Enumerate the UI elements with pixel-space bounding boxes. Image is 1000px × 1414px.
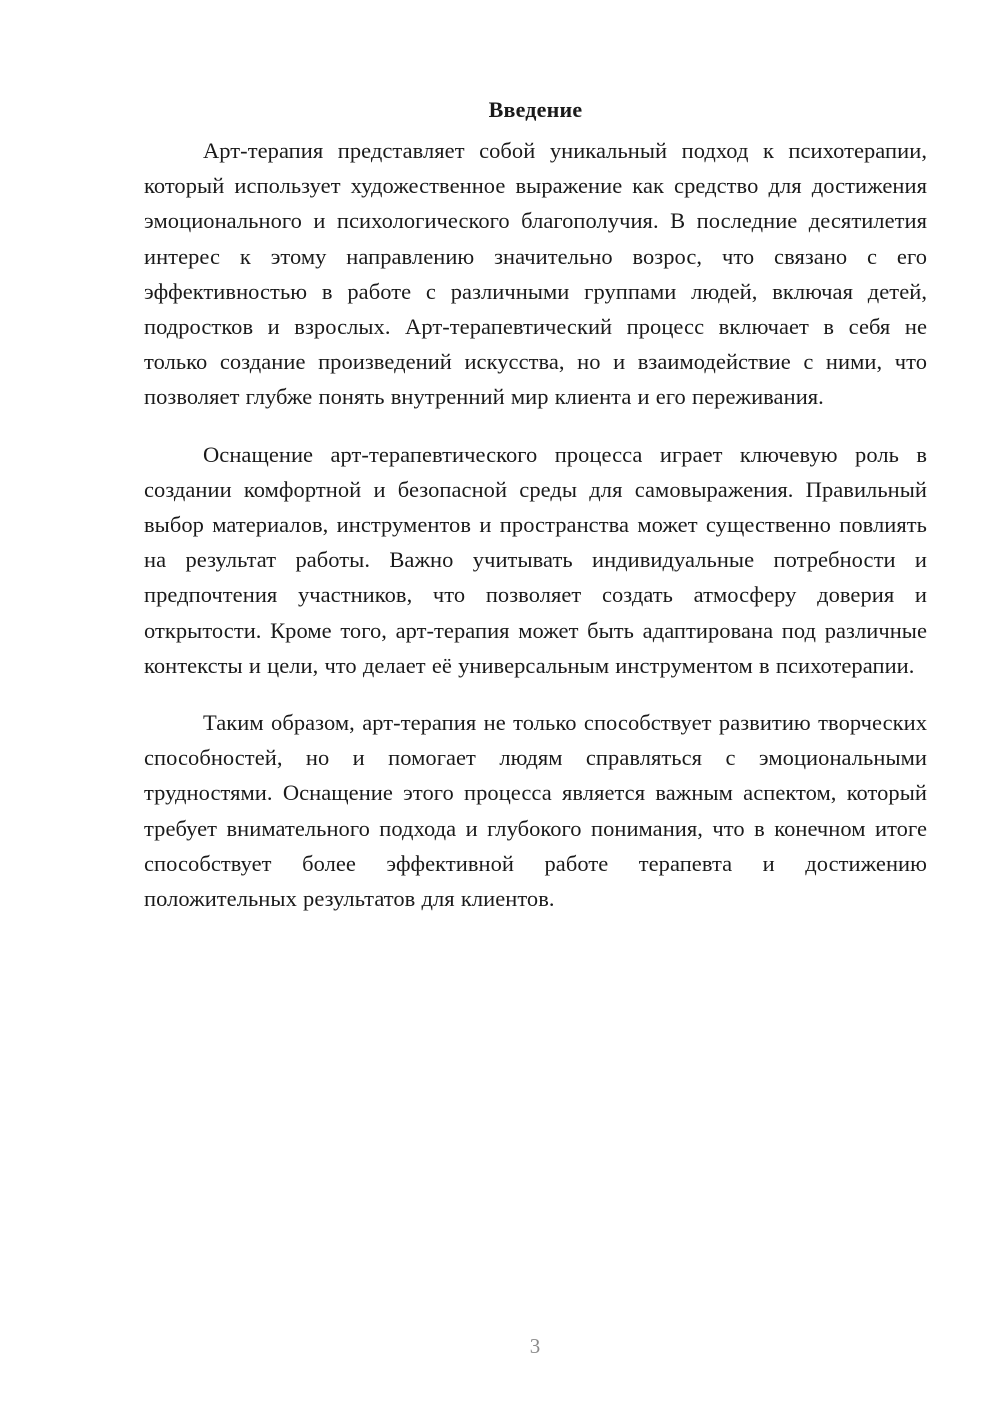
page-content: [144, 92, 927, 916]
page-number: 3: [529, 1334, 541, 1358]
paragraph-2: Оснащение арт-терапевтического процесса играет ключевую роль в создании комфортной и безопасной среды для самовыражения. Правильный выбор материалов, инструментов и пространства может существенно повлиять на результат работы. Важно учитывать индивидуальные потребности и предпочтения участников, что позволяет создать атмосферу доверия и открытости. Кроме того, арт-терапия может быть адаптирована под различные контексты и цели, что делает её универсальным инструментом в психотерапии.: [144, 441, 927, 678]
page-title: Введение: [488, 97, 583, 122]
paragraph-1: Арт-терапия представляет собой уникальный подход к психотерапии, который использует художественное выражение как средство для достижения эмоционального и психологического благополучия. В последние десятилетия интерес к этому направлению значительно возрос, что связано с его эффективностью в работе с различными группами людей, включая детей, подростков и взрослых. Арт-терапевтический процесс включает в себя не только создание произведений искусства, но и взаимодействие с ними, что позволяет глубже понять внутренний мир клиента и его переживания.: [144, 138, 927, 410]
paragraph-3: Таким образом, арт-терапия не только способствует развитию творческих способностей, но и помогает людям справляться с эмоциональными трудностями. Оснащение этого процесса является важным аспектом, который требует внимательного подхода и глубокого понимания, что в конечном итоге способствует более эффективной работе терапевта и достижению положительных результатов для клиентов.: [144, 710, 927, 912]
